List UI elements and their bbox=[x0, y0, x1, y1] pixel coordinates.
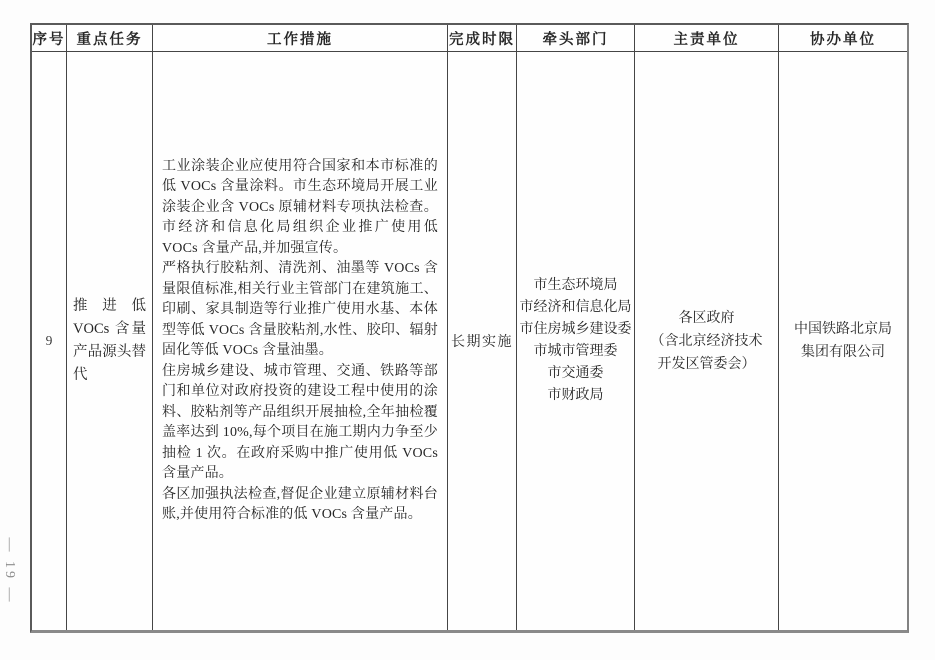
work-measures-table bbox=[30, 23, 909, 633]
lead-department: 市城市管理委 bbox=[533, 344, 618, 359]
lead-department: 市经济和信息化局 bbox=[519, 300, 632, 315]
page-number: — 19 — bbox=[2, 537, 17, 605]
key-task-line: 代 bbox=[73, 367, 88, 383]
lead-department: 市住房城乡建设委 bbox=[519, 322, 632, 337]
co-organizer-text bbox=[783, 318, 903, 364]
column-header: 协办单位 bbox=[779, 25, 907, 52]
work-measures-text bbox=[162, 157, 438, 526]
measure-paragraph: 住房城乡建设、城市管理、交通、铁路等部门和单位对政府投资的建设工程中使用的涂料、胶粘剂等产品组织开展抽检,全年抽检覆盖率达到 10%,每个项目在施工期内力争至少抽检 1 次。在政府采购中推广使用低 VOCs 含量产品。 bbox=[162, 363, 438, 481]
cell-lead-departments bbox=[517, 52, 635, 630]
cell-co-organizer bbox=[779, 52, 907, 630]
serial-number: 9 bbox=[45, 333, 53, 348]
key-task-text bbox=[73, 295, 146, 387]
cell-responsible-unit bbox=[635, 52, 779, 630]
cell-key-task bbox=[67, 52, 153, 630]
column-header: 完成时限 bbox=[448, 25, 517, 52]
cell-serial-number bbox=[32, 52, 67, 630]
key-task-line: 推进低 bbox=[73, 298, 146, 314]
lead-departments-list bbox=[518, 275, 633, 407]
column-header: 工作措施 bbox=[153, 25, 448, 52]
column-header: 主责单位 bbox=[635, 25, 779, 52]
cell-deadline bbox=[448, 52, 517, 630]
column-header: 序号 bbox=[32, 25, 67, 52]
co-organizer-line: 中国铁路北京局 bbox=[794, 322, 892, 337]
responsible-unit-text bbox=[639, 307, 774, 376]
responsible-unit-line: 各区政府 bbox=[678, 310, 735, 326]
lead-department: 市交通委 bbox=[547, 366, 604, 381]
cell-work-measures bbox=[153, 52, 448, 630]
measure-paragraph: 工业涂装企业应使用符合国家和本市标准的低 VOCs 含量涂料。市生态环境局开展工业涂装企业含 VOCs 原辅材料专项执法检查。市经济和信息化局组织企业推广使用低 VOCs 含量产品,并加强宣传。 bbox=[162, 158, 438, 256]
deadline-text: 长期实施 bbox=[451, 335, 513, 350]
co-organizer-line: 集团有限公司 bbox=[801, 345, 885, 360]
measure-paragraph: 各区加强执法检查,督促企业建立原辅材料台账,并使用符合标准的低 VOCs 含量产品。 bbox=[162, 486, 438, 522]
responsible-unit-line: （含北京经济技术 bbox=[650, 333, 763, 349]
lead-department: 市生态环境局 bbox=[533, 278, 618, 293]
key-task-line: 产品源头替 bbox=[73, 344, 146, 360]
key-task-line: VOCs 含量 bbox=[73, 321, 146, 337]
responsible-unit-line: 开发区管委会） bbox=[657, 356, 756, 372]
column-header: 牵头部门 bbox=[517, 25, 635, 52]
measure-paragraph: 严格执行胶粘剂、清洗剂、油墨等 VOCs 含量限值标准,相关行业主管部门在建筑施工、印刷、家具制造等行业推广使用水基、本体型等低 VOCs 含量胶粘剂,水性、胶印、辐射固化等低 VOCs 含量油墨。 bbox=[162, 261, 438, 358]
lead-department: 市财政局 bbox=[547, 388, 604, 403]
column-header: 重点任务 bbox=[67, 25, 153, 52]
